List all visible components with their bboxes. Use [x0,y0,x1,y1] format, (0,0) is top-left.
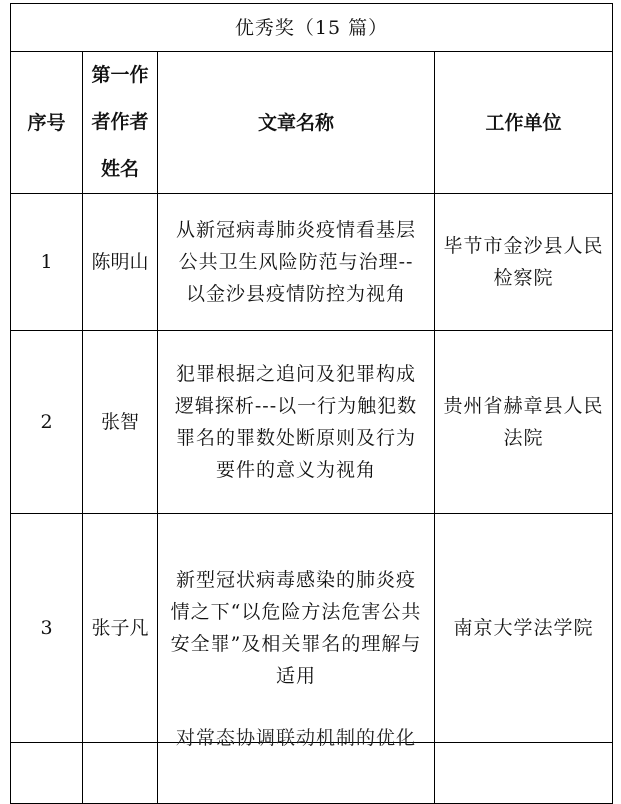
unit-line: 贵州省赫章县人民 [443,395,604,417]
row-index: 3 [11,514,83,743]
article-line: 公共卫生风险防范与治理-- [178,251,414,273]
header-row [11,52,613,194]
table-row [11,514,613,743]
article-line: 新型冠状病毒感染的肺炎疫 [175,569,416,591]
article-line: 从新冠病毒肺炎疫情看基层 [175,219,416,241]
article-line: 安全罪”及相关罪名的理解与 [170,633,422,655]
row-unit [435,514,613,743]
header-article: 文章名称 [158,52,435,194]
header-index: 序号 [11,52,83,194]
article-line-cut [158,717,434,749]
row-article [158,331,435,514]
article-line: 要件的意义为视角 [215,459,376,481]
row-index: 1 [11,194,83,331]
header-author-line: 姓名 [100,158,139,180]
article-line: 以金沙县疫情防控为视角 [185,283,406,305]
row-article [158,514,435,743]
table-title: 优秀奖（15 篇） [11,4,613,52]
table-row [11,194,613,331]
unit-line: 检察院 [493,267,554,289]
award-table [10,3,613,804]
table-row [11,331,613,514]
unit-line: 法院 [503,427,544,449]
row-unit [435,743,613,804]
row-author: 张智 [83,331,158,514]
unit-line: 毕节市金沙县人民 [443,235,604,257]
article-line: 情之下“以危险方法危害公共 [170,601,422,623]
row-article [158,194,435,331]
row-unit [435,194,613,331]
header-author-line: 者作者 [91,111,149,133]
header-author [83,52,158,194]
row-index: 2 [11,331,83,514]
article-line: 罪名的罪数处断原则及行为 [175,427,416,449]
article-line: 对常态协调联动机制的优化 [175,727,416,749]
row-author: 张子凡 [83,514,158,743]
header-unit: 工作单位 [435,52,613,194]
table-row-partial [11,743,613,804]
row-author: 陈明山 [83,194,158,331]
row-article [158,727,435,804]
row-index [11,743,83,804]
article-line: 犯罪根据之追问及犯罪构成 [175,363,416,385]
row-author [83,743,158,804]
table-title-row [11,4,613,52]
article-line: 逻辑探析---以一行为触犯数 [174,395,418,417]
header-author-line: 第一作 [91,64,149,86]
row-unit [435,331,613,514]
article-line: 适用 [275,665,316,687]
unit-line: 南京大学法学院 [453,617,594,639]
